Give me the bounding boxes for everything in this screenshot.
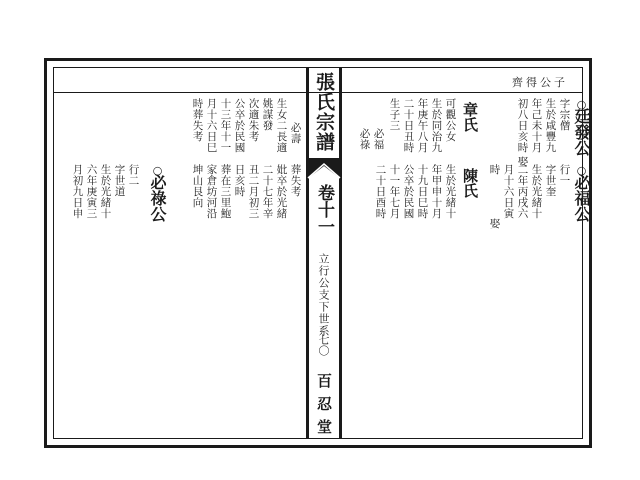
entry-col: 年甲申十月: [430, 164, 443, 219]
entry-col: 六年庚寅三: [85, 164, 98, 219]
entry-col: 二十七年辛: [261, 164, 274, 219]
entry-col: 可觀公女: [444, 98, 457, 142]
entry-col: 坤山艮向: [191, 164, 204, 208]
circle-marker: ○: [575, 98, 588, 111]
genealogy-title: 張氏宗譜: [313, 72, 335, 152]
entry-col: 生於光緒十: [530, 164, 543, 219]
wife-name-zhang: 章氏: [461, 102, 479, 132]
section-label: 立行公支下世系: [317, 253, 330, 337]
header-note: 齊得公子: [512, 76, 568, 89]
person-name-bilu: 必祿公: [148, 174, 167, 222]
entry-col: 時: [488, 164, 501, 175]
circle-marker: ○: [575, 164, 588, 177]
entry-col: 行一: [558, 164, 571, 186]
entry-col: 生女二長適: [275, 98, 288, 153]
entry-col: 日亥時: [233, 164, 246, 197]
entry-col: 月十六日寅: [502, 164, 515, 219]
entry-col: 字世奎: [544, 164, 557, 197]
fishtail-ornament: [306, 158, 342, 180]
page-number: 七〇: [317, 334, 330, 356]
entry-col: 必祿: [358, 128, 371, 150]
entry-col: 時葬失考: [191, 98, 204, 142]
entry-col: 葬失考: [289, 164, 302, 197]
entry-col: 字宗僧: [558, 98, 571, 131]
entry-col: 初八日亥時: [516, 98, 529, 153]
entry-col: 生於同治九: [430, 98, 443, 153]
entry-col: 葬在三里鮑: [219, 164, 232, 219]
page-frame: [44, 58, 592, 448]
hall-name: 百忍堂: [315, 373, 333, 442]
entry-col: 二十日丑時: [402, 98, 415, 153]
entry-col: 姚謀發: [261, 98, 274, 131]
entry-col: 月初九日申: [71, 164, 84, 219]
entry-col: 丑二月初三: [247, 164, 260, 219]
entry-col: 公卒於民國: [233, 98, 246, 153]
entry-col: 字世道: [113, 164, 126, 197]
entry-col: 娶: [488, 218, 501, 229]
entry-col: 生子三: [388, 98, 401, 131]
entry-col: 生於咸豐九: [544, 98, 557, 153]
entry-col: 年己未十月: [530, 98, 543, 153]
entry-col: 二十日酉時: [374, 164, 387, 219]
inner-frame: [53, 67, 591, 442]
entry-col: 生於光緒十: [99, 164, 112, 219]
entry-col: 必福: [372, 128, 385, 150]
wife-name-chen: 陳氏: [461, 168, 479, 198]
entry-col: 行二: [127, 164, 140, 186]
volume-label: 卷十一: [314, 184, 334, 235]
entry-col: 十九日巳時: [416, 164, 429, 219]
entry-col: 十三年十一: [219, 98, 232, 153]
entry-col: 月十六日巳: [205, 98, 218, 153]
entry-col: 妣卒於光緒: [275, 164, 288, 219]
entry-col: 次適朱考: [247, 98, 260, 142]
entry-col: 十一年七月: [388, 164, 401, 219]
entry-col: 娶: [516, 156, 529, 167]
entry-col: 家倉坊河沿: [205, 164, 218, 219]
circle-marker: ○: [151, 164, 164, 177]
entry-col: 生於光緒十: [444, 164, 457, 219]
entry-col: 二年丙戌六: [516, 164, 529, 219]
entry-col: 必壽: [289, 122, 302, 144]
spine-band: [306, 68, 342, 442]
person-name-tingfa: 廷發公: [572, 108, 591, 156]
entry-col: 年庚午八月: [416, 98, 429, 153]
person-name-bifu: 必福公: [572, 174, 591, 222]
entry-col: 公卒於民國: [402, 164, 415, 219]
